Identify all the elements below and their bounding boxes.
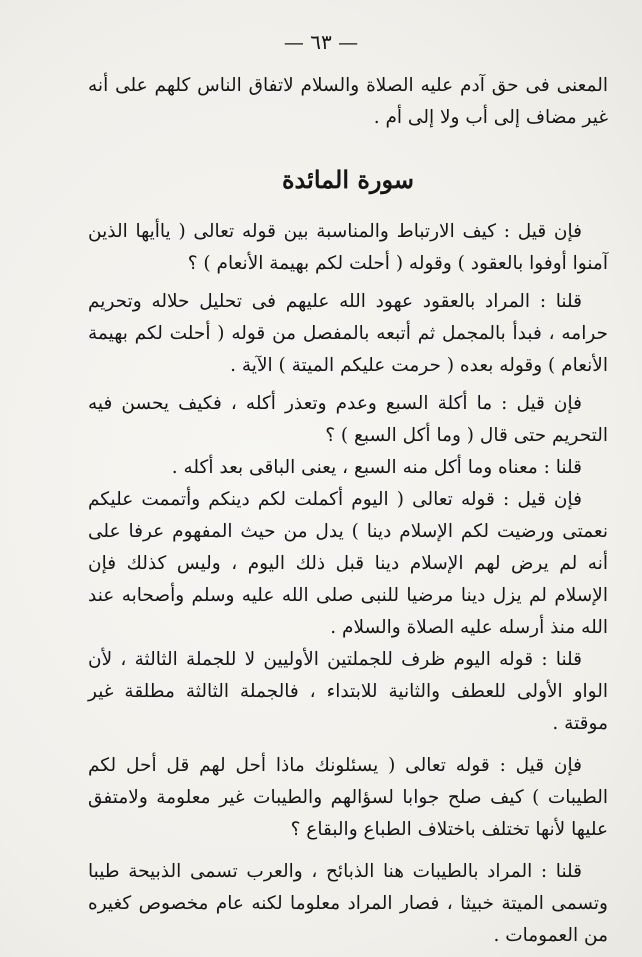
- paragraph-question-1: فإن قيل : كيف الارتباط والمناسبة بين قوله تعالى ( ياأيها الذين آمنوا أوفوا بالعقود ) وقوله ( أحلت لكم بهيمة الأنعام ) ؟: [88, 221, 608, 274]
- paragraph-answer-1: قلنا : المراد بالعقود عهود الله عليهم فى تحليل حلاله وتحريم حرامه ، فبدأ بالمجمل ثم أتبعه بالمفصل من قوله ( أحلت لكم بهيمة الأنعام ) وقوله بعده ( حرمت عليكم الميتة ) الآية .: [88, 291, 608, 376]
- paragraph-answer-4: قلنا : المراد بالطيبات هنا الذبائح ، والعرب تسمى الذبيحة طيبا وتسمى الميتة خبيثا ، فصار المراد معلوما لكنه عام مخصوص كغيره من العمومات .: [88, 861, 608, 946]
- paragraph-question-4: فإن قيل : قوله تعالى ( يسئلونك ماذا أحل لهم قل أحل لكم الطيبات ) كيف صلح جوابا لسؤالهم والطيبات غير معلومة ولامتفق عليها لأنها تختلف باختلاف الطباع والبقاع ؟: [88, 755, 608, 840]
- sura-title: سورة المائدة: [281, 165, 415, 194]
- paragraph-answer-3: قلنا : قوله اليوم ظرف للجملتين الأوليين لا للجملة الثالثة ، لأن الواو الأولى للعطف والثانية للابتداء ، فالجملة الثالثة مطلقة غير موقتة .: [88, 649, 608, 734]
- paragraph-answer-2: قلنا : معناه وما أكل منه السبع ، يعنى الباقى بعد أكله .: [171, 457, 582, 478]
- paragraph-question-3: فإن قيل : قوله تعالى ( اليوم أكملت لكم دينكم وأتممت عليكم نعمتى ورضيت لكم الإسلام دينا ) يدل من حيث المفهوم عرفا على أنه لم يرض لهم الإسلام دينا قبل ذلك اليوم ، وليس كذلك فإن الإسلام لم يزل دينا مرضيا للنبى صلى الله عليه وسلم وأصحابه عند الله منذ أرسله عليه الصلاة والسلام .: [88, 489, 608, 638]
- paragraph-question-2: فإن قيل : ما أكلة السبع وعدم وتعذر أكله ، فكيف يحسن فيه التحريم حتى قال ( وما أكل السبع ) ؟: [88, 393, 608, 446]
- intro-paragraph: المعنى فى حق آدم عليه الصلاة والسلام لاتفاق الناس كلهم على أنه غير مضاف إلى أب ولا إلى أم .: [88, 75, 608, 128]
- page-number: — ٦٣ —: [283, 30, 359, 54]
- page-body: [88, 70, 608, 952]
